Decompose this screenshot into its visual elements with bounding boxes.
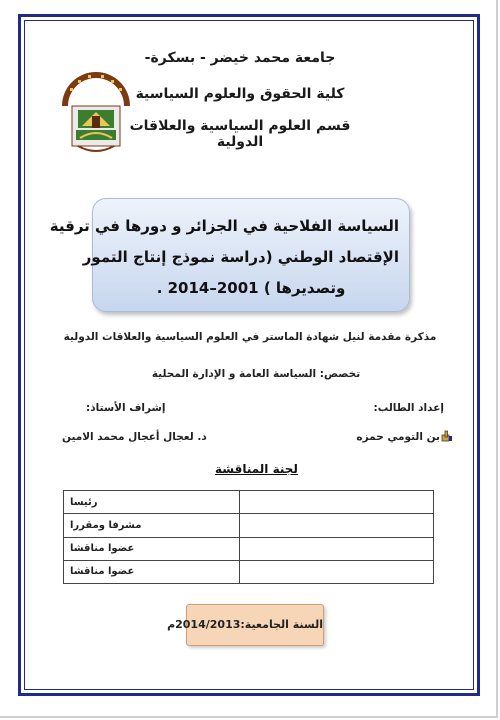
thesis-title-line-2: الإقتصاد الوطني (دراسة نموذج إنتاج التمور (82, 248, 399, 266)
table-row (64, 537, 434, 560)
university-name: جامعة محمد خيضر - بسكرة- (144, 50, 336, 66)
member-role-cell: رئيسا (64, 491, 240, 514)
thesis-title-line-1: السياسة الفلاحية في الجزائر و دورها في ترقية (49, 217, 399, 235)
member-role-cell: عضوا مناقشا (64, 560, 240, 583)
thesis-title-box (49, 198, 410, 312)
table-row (64, 560, 434, 583)
member-name-cell (240, 514, 434, 537)
student-label: إعداد الطالب: (373, 402, 444, 414)
member-role-cell: مشرفا ومقررا (64, 514, 240, 537)
faculty-name: كلية الحقوق والعلوم السياسية (135, 86, 345, 102)
hand-pointer-icon (441, 430, 453, 442)
committee-title: لجنة المناقشة (215, 462, 298, 476)
supervisor-name: د. لعجال أعجال محمد الامين (62, 431, 207, 443)
thesis-title-line-3: وتصديرها ) 2001–2014 . (156, 279, 346, 297)
table-row (64, 514, 434, 537)
student-name: بن التومي حمزه (356, 431, 440, 443)
table-row (64, 491, 434, 514)
committee-table (63, 490, 434, 584)
member-name-cell (240, 537, 434, 560)
member-role-cell: عضوا مناقشا (64, 537, 240, 560)
department-name: قسم العلوم السياسية والعلاقات الدولية (129, 118, 351, 150)
supervisor-label: إشراف الأستاذ: (86, 402, 166, 414)
member-name-cell (240, 560, 434, 583)
specialization: تخصص: السياسة العامة و الإدارة المحلية (151, 368, 361, 380)
member-name-cell (240, 491, 434, 514)
academic-year-box: السنة الجامعية:2014/2013م (186, 604, 324, 646)
memo-purpose: مذكرة مقدمة لنيل شهادة الماستر في العلوم السياسية والعلاقات الدولية (63, 331, 437, 343)
